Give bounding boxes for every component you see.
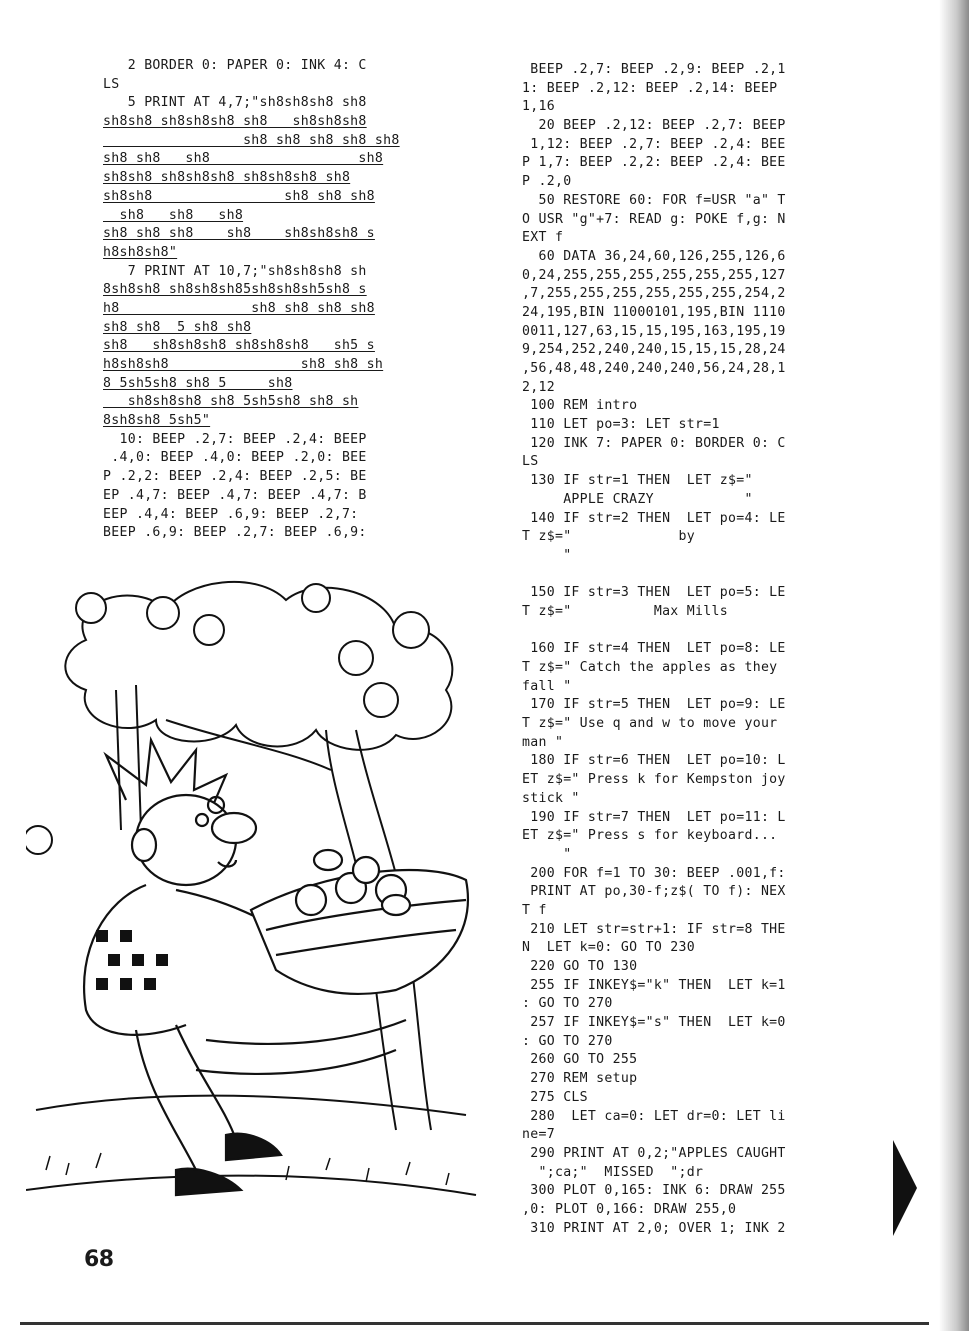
listing-line: APPLE CRAZY "	[522, 491, 753, 507]
cartoon-man-with-apple-basket-illustration	[26, 570, 478, 1220]
listing-right-column	[522, 61, 892, 1238]
listing-line: 50 RESTORE 60: FOR f=USR "a" T	[522, 192, 786, 208]
listing-line: 24,195,BIN 11000101,195,BIN 1110	[522, 304, 786, 320]
listing-line: sh8sh8 sh8sh8sh8 sh8sh8sh8 sh8	[103, 170, 351, 186]
listing-line: 100 REM intro	[522, 398, 638, 414]
listing-line: ET z$=" Press s for keyboard...	[522, 828, 778, 844]
listing-line: 60 DATA 36,24,60,126,255,126,6	[522, 248, 786, 264]
page-binding-shadow	[939, 0, 969, 1331]
listing-line: BEEP .2,7: BEEP .2,9: BEEP .2,1	[522, 62, 786, 77]
listing-line: ne=7	[522, 1127, 555, 1143]
listing-line: 7 PRINT AT 10,7;"sh8sh8sh8 sh	[103, 263, 367, 279]
listing-line: P .2,2: BEEP .2,4: BEEP .2,5: BE	[103, 469, 367, 485]
listing-line: EP .4,7: BEEP .4,7: BEEP .4,7: B	[103, 487, 367, 503]
listing-line: 290 PRINT AT 0,2;"APPLES CAUGHT	[522, 1145, 786, 1161]
listing-line: : GO TO 270	[522, 996, 613, 1012]
listing-line: 300 PLOT 0,165: INK 6: DRAW 255	[522, 1183, 786, 1199]
listing-line: 140 IF str=2 THEN LET po=4: LE	[522, 510, 786, 526]
listing-line: 280 LET ca=0: LET dr=0: LET li	[522, 1108, 786, 1124]
listing-line: 275 CLS	[522, 1089, 588, 1105]
listing-line: P .2,0	[522, 174, 572, 190]
listing-line: 20 BEEP .2,12: BEEP .2,7: BEEP	[522, 118, 786, 134]
listing-line: "	[522, 846, 572, 862]
listing-line: 1,12: BEEP .2,7: BEEP .2,4: BEE	[522, 136, 786, 152]
listing-line: LS	[522, 454, 539, 470]
listing-line: 2,12	[522, 379, 555, 395]
listing-line: 200 FOR f=1 TO 30: BEEP .001,f:	[522, 865, 786, 881]
page-number: 68	[84, 1247, 114, 1272]
listing-line: T z$=" by	[522, 529, 696, 545]
listing-line: ET z$=" Press k for Kempston joy	[522, 772, 786, 788]
listing-left-column	[103, 57, 475, 543]
listing-line: N LET k=0: GO TO 230	[522, 940, 696, 956]
listing-line: 130 IF str=1 THEN LET z$="	[522, 473, 753, 489]
listing-line: T z$=" Catch the apples as they	[522, 660, 778, 675]
listing-line: EXT f	[522, 230, 564, 246]
listing-line: 8sh8sh8 5sh5"	[103, 413, 211, 429]
page-bottom-rule	[20, 1322, 929, 1325]
listing-line: sh8 sh8 sh8	[103, 207, 244, 223]
listing-line: 220 GO TO 130	[522, 959, 638, 974]
listing-line: 180 IF str=6 THEN LET po=10: L	[522, 753, 786, 769]
listing-line: sh8 sh8 sh8 sh8 sh8sh8sh8 s	[103, 226, 375, 242]
listing-line: PRINT AT po,30-f;z$( TO f): NEX	[522, 884, 786, 900]
listing-line: sh8sh8sh8 sh8 5sh5sh8 sh8 sh	[103, 394, 359, 410]
listing-line: h8 sh8 sh8 sh8 sh8	[103, 300, 375, 316]
listing-line: 8sh8sh8 sh8sh8sh85sh8sh8sh5sh8 s	[103, 282, 367, 298]
listing-line: 1: BEEP .2,12: BEEP .2,14: BEEP	[522, 80, 778, 96]
listing-line: ,56,48,48,240,240,240,56,24,28,1	[522, 361, 786, 376]
listing-line: 310 PRINT AT 2,0; OVER 1; INK 2	[522, 1220, 786, 1236]
listing-line: P 1,7: BEEP .2,2: BEEP .2,4: BEE	[522, 155, 786, 171]
listing-line: "	[522, 547, 572, 563]
listing-line: 8 5sh5sh8 sh8 5 sh8	[103, 375, 293, 391]
listing-line: sh8 sh8 sh8 sh8	[103, 151, 384, 167]
listing-line: : GO TO 270	[522, 1033, 613, 1049]
listing-line: 190 IF str=7 THEN LET po=11: L	[522, 809, 786, 825]
listing-line: O USR "g"+7: READ g: POKE f,g: N	[522, 211, 786, 227]
listing-line: 1,16	[522, 99, 555, 115]
listing-line: EEP .4,4: BEEP .6,9: BEEP .2,7:	[103, 506, 359, 522]
listing-line: 210 LET str=str+1: IF str=8 THE	[522, 921, 786, 937]
listing-line: 160 IF str=4 THEN LET po=8: LE	[522, 641, 786, 657]
listing-line: T z$=" Use q and w to move your	[522, 716, 778, 732]
listing-line: 2 BORDER 0: PAPER 0: INK 4: C	[103, 58, 367, 73]
listing-line: sh8 sh8sh8sh8 sh8sh8sh8 sh5 s	[103, 338, 375, 354]
listing-line: fall "	[522, 678, 572, 694]
listing-line: sh8sh8 sh8sh8sh8 sh8 sh8sh8sh8	[103, 114, 367, 130]
listing-line: 255 IF INKEY$="k" THEN LET k=1	[522, 977, 786, 993]
listing-line: ,0: PLOT 0,166: DRAW 255,0	[522, 1201, 737, 1217]
listing-line: 257 IF INKEY$="s" THEN LET k=0	[522, 1015, 786, 1031]
continue-arrow-icon	[893, 1140, 917, 1236]
listing-line: sh8 sh8 sh8 sh8 sh8	[103, 132, 400, 148]
listing-line: 10: BEEP .2,7: BEEP .2,4: BEEP	[103, 431, 367, 447]
listing-line: ,7,255,255,255,255,255,255,254,2	[522, 286, 786, 302]
listing-line	[522, 566, 892, 585]
listing-line: h8sh8sh8 sh8 sh8 sh	[103, 357, 384, 372]
listing-line: .4,0: BEEP .4,0: BEEP .2,0: BEE	[103, 450, 367, 466]
listing-line: ";ca;" MISSED ";dr	[522, 1164, 704, 1180]
listing-line: 150 IF str=3 THEN LET po=5: LE	[522, 585, 786, 601]
listing-line: sh8sh8 sh8 sh8 sh8	[103, 188, 375, 204]
listing-line	[522, 622, 892, 641]
listing-line: 170 IF str=5 THEN LET po=9: LE	[522, 697, 786, 713]
listing-line: 260 GO TO 255	[522, 1052, 638, 1068]
listing-line: T z$=" Max Mills	[522, 603, 728, 619]
listing-line: man "	[522, 734, 564, 750]
listing-line: 0,24,255,255,255,255,255,255,127	[522, 267, 786, 283]
listing-line: 120 INK 7: PAPER 0: BORDER 0: C	[522, 435, 786, 451]
listing-line: LS	[103, 76, 120, 92]
listing-line: BEEP .6,9: BEEP .2,7: BEEP .6,9:	[103, 525, 367, 541]
listing-line: 110 LET po=3: LET str=1	[522, 417, 720, 433]
listing-line: h8sh8sh8"	[103, 244, 178, 260]
listing-line: 9,254,252,240,240,15,15,15,28,24	[522, 342, 786, 358]
listing-line: stick "	[522, 790, 580, 806]
listing-line: sh8 sh8 5 sh8 sh8	[103, 319, 252, 335]
listing-line: 0011,127,63,15,15,195,163,195,19	[522, 323, 786, 339]
listing-line: 270 REM setup	[522, 1071, 638, 1087]
listing-line: T f	[522, 902, 547, 918]
listing-line: 5 PRINT AT 4,7;"sh8sh8sh8 sh8	[103, 95, 367, 111]
